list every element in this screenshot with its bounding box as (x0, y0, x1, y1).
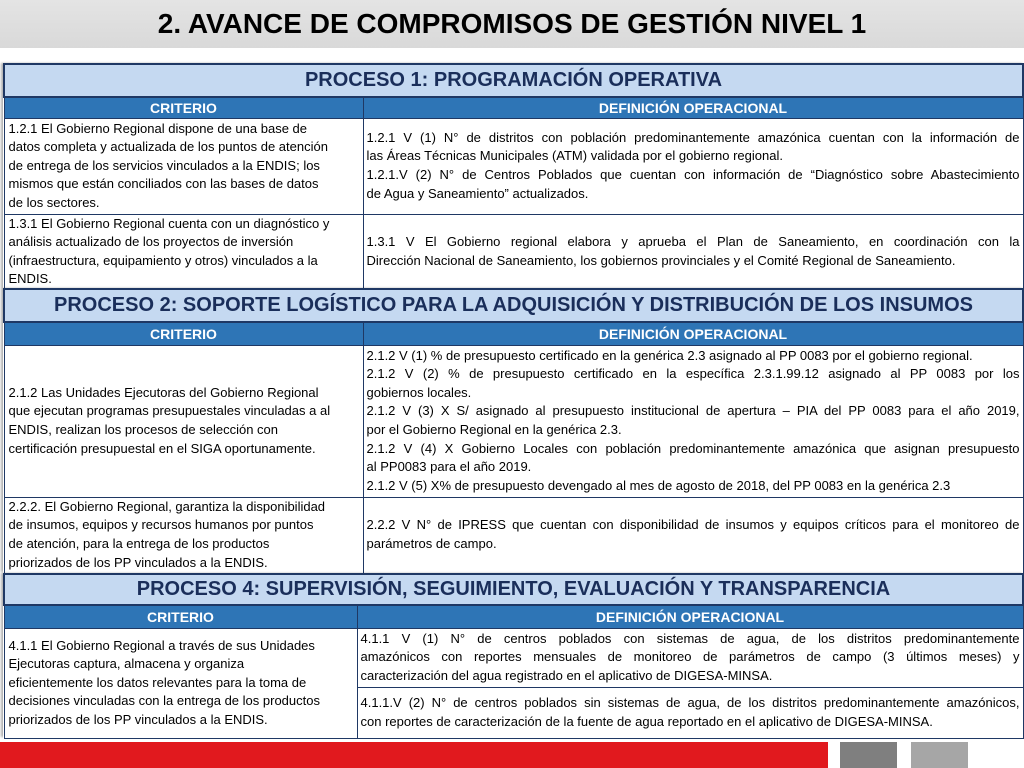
definicion-line: por el Gobierno Regional en la genérica 2.3. (366, 422, 622, 437)
column-header-criterio: CRITERIO (4, 605, 357, 628)
title-bar (0, 0, 1024, 48)
definicion-line: con reportes de caracterización de la fuente de agua reportado en el aplicativo de DIGESA-MINSA. (360, 713, 933, 729)
definicion-item (367, 402, 1020, 439)
definicion-line: 2.1.2 V (3) X S/ asignado al presupuesto institucional de apertura – PIA del PP 0083 para el año 2019, (366, 403, 1020, 419)
criterio-line: decisiones vinculadas con la entrega de los productos (8, 693, 320, 709)
criterio-line: de los sectores. (8, 194, 100, 210)
definicion-line: gobiernos locales. (366, 384, 472, 400)
definicion-line: 1.2.1 V (1) N° de distritos con población predominantemente amazónica cuentan con la información de (366, 129, 1020, 145)
definicion-line: caracterización del agua registrado en el aplicativo de DIGESA-MINSA. (360, 667, 773, 683)
definicion-item (367, 365, 1020, 402)
criterio-cell (4, 214, 363, 289)
criterio-line: certificación presupuestal en el SIGA oportunamente. (8, 440, 316, 456)
criterio-line: que ejecutan programas presupuestales vinculadas a al (8, 403, 331, 419)
table-row (4, 214, 1023, 289)
criterio-cell (4, 118, 363, 214)
definicion-line: parámetros de campo. (366, 536, 497, 551)
criterio-line: ENDIS. (8, 271, 52, 287)
criterio-line: (infraestructura, equipamiento y otros) vinculados a la (8, 252, 318, 268)
definicion-item (361, 630, 1020, 686)
definicion-cell (357, 628, 1023, 687)
section-header-row (4, 289, 1023, 322)
table-row (4, 118, 1023, 214)
footer-gray-block (911, 742, 968, 768)
column-header-row (4, 97, 1023, 118)
definicion-item (367, 347, 1020, 366)
table-row (4, 628, 1023, 687)
proceso-title: PROCESO 2: SOPORTE LOGÍSTICO PARA LA ADQUISICIÓN Y DISTRIBUCIÓN DE LOS INSUMOS (4, 289, 1023, 322)
definicion-line: 1.3.1 V El Gobierno regional elabora y aprueba el Plan de Saneamiento, en coordinación con la (366, 234, 1020, 250)
definicion-line: 1.2.1.V (2) N° de Centros Poblados que cuentan con información de “Diagnóstico sobre Abastecimiento (366, 167, 1020, 182)
section-header-row (4, 64, 1023, 97)
column-header-row (4, 605, 1023, 628)
criterio-line: de atención, para la entrega de los productos (8, 536, 270, 551)
criterio-cell (4, 345, 363, 497)
definicion-item (367, 440, 1020, 477)
criterio-line: 4.1.1 El Gobierno Regional a través de sus Unidades (8, 637, 315, 653)
table-row (4, 345, 1023, 497)
definicion-cell (357, 687, 1023, 738)
column-header-criterio: CRITERIO (4, 322, 363, 345)
criterio-cell (4, 497, 363, 573)
definicion-cell (363, 497, 1023, 573)
column-header-definicion: DEFINICIÓN OPERACIONAL (357, 605, 1023, 628)
definicion-line: amazónicos con reportes mensuales de monitoreo de parámetros de campo (3 últimos meses) y (360, 649, 1020, 665)
definicion-line: 2.1.2 V (2) % de presupuesto certificado en la específica 2.3.1.99.12 asignado al PP 0083 por los (366, 366, 1020, 382)
proceso-2-table (3, 288, 1024, 574)
proceso-4-section (3, 573, 1024, 737)
column-header-row (4, 322, 1023, 345)
slide-title: 2. AVANCE DE COMPROMISOS DE GESTIÓN NIVEL 1 (157, 8, 867, 39)
definicion-cell (363, 214, 1023, 289)
definicion-item (367, 129, 1020, 166)
criterio-line: 2.2.2. El Gobierno Regional, garantiza la disponibilidad (8, 498, 326, 514)
criterio-line: de insumos, equipos y recursos humanos por puntos (8, 517, 314, 533)
criterio-line: 1.2.1 El Gobierno Regional dispone de una base de (8, 120, 307, 136)
definicion-line: Dirección Nacional de Saneamiento, los gobiernos provinciales y el Comité Regional de Saneamiento. (366, 252, 956, 268)
criterio-line: priorizados de los PP vinculados a la ENDIS. (8, 554, 268, 570)
criterio-cell (4, 628, 357, 738)
definicion-item (367, 233, 1020, 270)
criterio-line: 2.1.2 Las Unidades Ejecutoras del Gobierno Regional (8, 384, 319, 400)
definicion-line: las Áreas Técnicas Municipales (ATM) validada por el gobierno regional. (366, 148, 783, 164)
criterio-line: eficientemente los datos relevantes para la toma de (8, 674, 307, 690)
table-row (4, 497, 1023, 573)
footer-gray-block (840, 742, 897, 768)
column-header-definicion: DEFINICIÓN OPERACIONAL (363, 97, 1023, 118)
criterio-line: mismos que están conciliados con las bases de datos (8, 176, 319, 192)
column-header-definicion: DEFINICIÓN OPERACIONAL (363, 322, 1023, 345)
criterio-line: de entrega de los servicios vinculados a la ENDIS; los (8, 157, 320, 173)
column-header-criterio: CRITERIO (4, 97, 363, 118)
criterio-line: ENDIS, realizan los procesos de selección con (8, 422, 279, 437)
footer-red-bar (0, 742, 828, 768)
definicion-item (367, 477, 1020, 496)
section-header-row (4, 574, 1023, 605)
definicion-line: de Agua y Saneamiento” actualizados. (366, 185, 589, 201)
definicion-line: 2.2.2 V N° de IPRESS que cuentan con disponibilidad de insumos y equipos críticos para el monitoreo de (366, 517, 1020, 533)
definicion-cell (363, 345, 1023, 497)
proceso-title: PROCESO 1: PROGRAMACIÓN OPERATIVA (4, 64, 1023, 97)
definicion-line: 2.1.2 V (4) X Gobierno Locales con población predominantemente amazónica que asignan presupuesto (366, 440, 1020, 456)
proceso-title: PROCESO 4: SUPERVISIÓN, SEGUIMIENTO, EVALUACIÓN Y TRANSPARENCIA (4, 574, 1023, 605)
definicion-line: 4.1.1.V (2) N° de centros poblados sin sistemas de agua, de los distritos predominantemente amazónicos, (360, 694, 1020, 710)
definicion-line: 4.1.1 V (1) N° de centros poblados con sistemas de agua, de los distritos predominantemente (360, 630, 1020, 646)
proceso-4-table (3, 573, 1024, 739)
criterio-line: priorizados de los PP vinculados a la ENDIS. (8, 711, 268, 727)
criterio-line: datos completa y actualizada de los puntos de atención (8, 139, 328, 155)
criterio-line: Ejecutoras captura, almacena y organiza (8, 656, 245, 672)
definicion-item (367, 166, 1020, 203)
proceso-1-section (3, 63, 1024, 288)
definicion-item (361, 694, 1020, 731)
definicion-line: 2.1.2 V (1) % de presupuesto certificado en la genérica 2.3 asignado al PP 0083 por el gobierno regional. (366, 347, 973, 363)
definicion-cell (363, 118, 1023, 214)
proceso-1-table (3, 63, 1024, 290)
criterio-line: análisis actualizado de los proyectos de inversión (8, 234, 294, 250)
definicion-item (367, 516, 1020, 553)
proceso-2-section (3, 288, 1024, 572)
definicion-line: al PP0083 para el año 2019. (366, 459, 532, 475)
criterio-line: 1.3.1 El Gobierno Regional cuenta con un diagnóstico y (8, 215, 330, 231)
definicion-line: 2.1.2 V (5) X% de presupuesto devengado al mes de agosto de 2018, del PP 0083 en la genérica 2.3 (366, 477, 951, 493)
